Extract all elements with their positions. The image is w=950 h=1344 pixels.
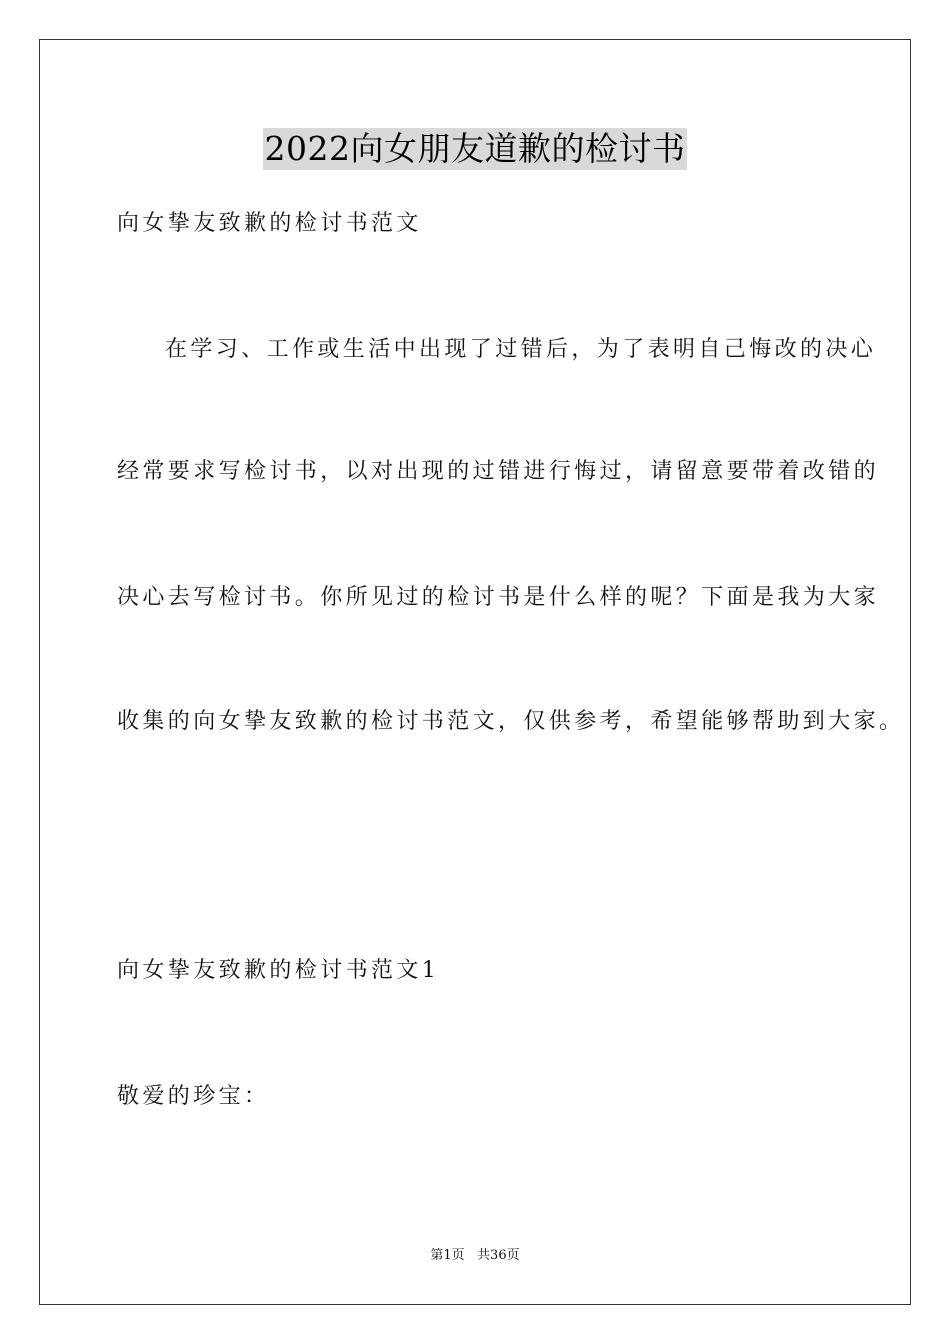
intro-line-2: 经常要求写检讨书，以对出现的过错进行悔过，请留意要带着改错的 [117,459,880,484]
intro-line-3: 决心去写检讨书。你所见过的检讨书是什么样的呢？下面是我为大家 [117,585,880,610]
document-title: 2022向女朋友道歉的检讨书 [264,129,686,168]
salutation: 敬爱的珍宝： [117,1084,270,1109]
intro-line-1: 在学习、工作或生活中出现了过错后，为了表明自己悔改的决心 [165,337,877,362]
section-heading: 向女挚友致歉的检讨书范文1 [117,958,440,983]
page-footer: 第1页 共36页 [430,1248,520,1263]
document-subtitle: 向女挚友致歉的检讨书范文 [117,211,422,236]
intro-line-4: 收集的向女挚友致歉的检讨书范文，仅供参考，希望能够帮助到大家。 [117,709,905,734]
title-container [0,128,950,170]
